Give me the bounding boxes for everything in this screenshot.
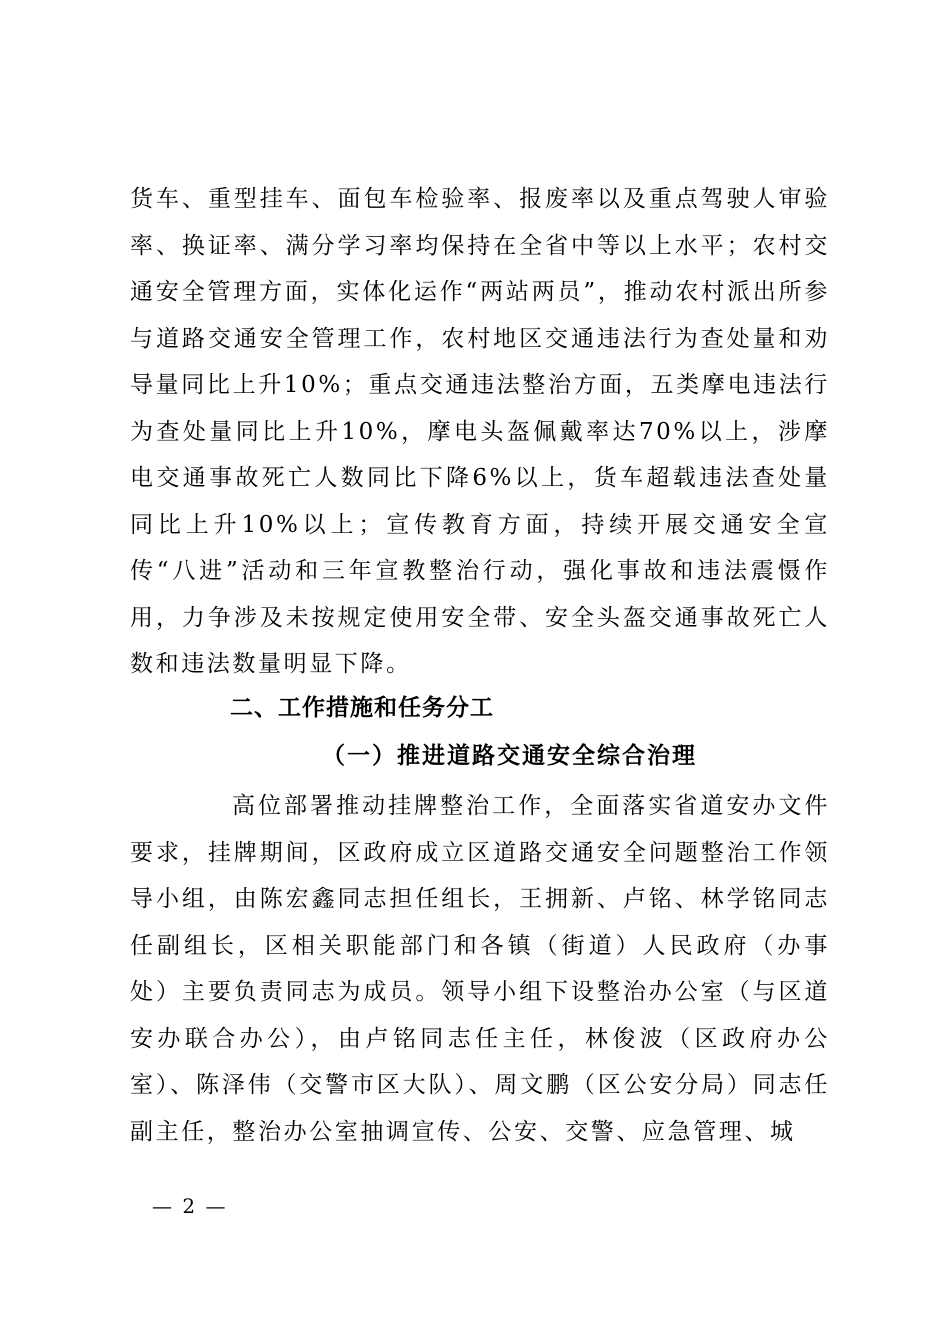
body-paragraph: 货车、重型挂车、面包车检验率、报废率以及重点驾驶人审验率、换证率、满分学习率均保持在全省中等以上水平；农村交通安全管理方面，实体化运作“两站两员”，推动农村派出所参与道路交通安全管理工作，农村地区交通违法行为查处量和劝导量同比上升10%；重点交通违法整治方面，五类摩电违法行为查处量同比上升10%，摩电头盔佩戴率达70%以上，涉摩电交通事故死亡人数同比下降6%以上，货车超载违法查处量同比上升10%以上；宣传教育方面，持续开展交通安全宣传“八进”活动和三年宣教整治行动，强化事故和违法震慑作用，力争涉及未按规定使用安全带、安全头盔交通事故死亡人数和违法数量明显下降。: [130, 186, 831, 677]
page-number: — 2 —: [152, 1194, 228, 1218]
section-heading: 二、工作措施和任务分工: [230, 695, 494, 721]
body-paragraph: 高位部署推动挂牌整治工作，全面落实省道安办文件要求，挂牌期间，区政府成立区道路交通安全问题整治工作领导小组，由陈宏鑫同志担任组长，王拥新、卢铭、林学铭同志任副组长，区相关职能部门和各镇（街道）人民政府（办事处）主要负责同志为成员。领导小组下设整治办公室（与区道安办联合办公），由卢铭同志任主任，林俊波（区政府办公室）、陈泽伟（交警市区大队）、周文鹏（区公安分局）同志任副主任，整治办公室抽调宣传、公安、交警、应急管理、城: [130, 793, 830, 1145]
subsection-heading: （一）推进道路交通安全综合治理: [322, 742, 697, 769]
